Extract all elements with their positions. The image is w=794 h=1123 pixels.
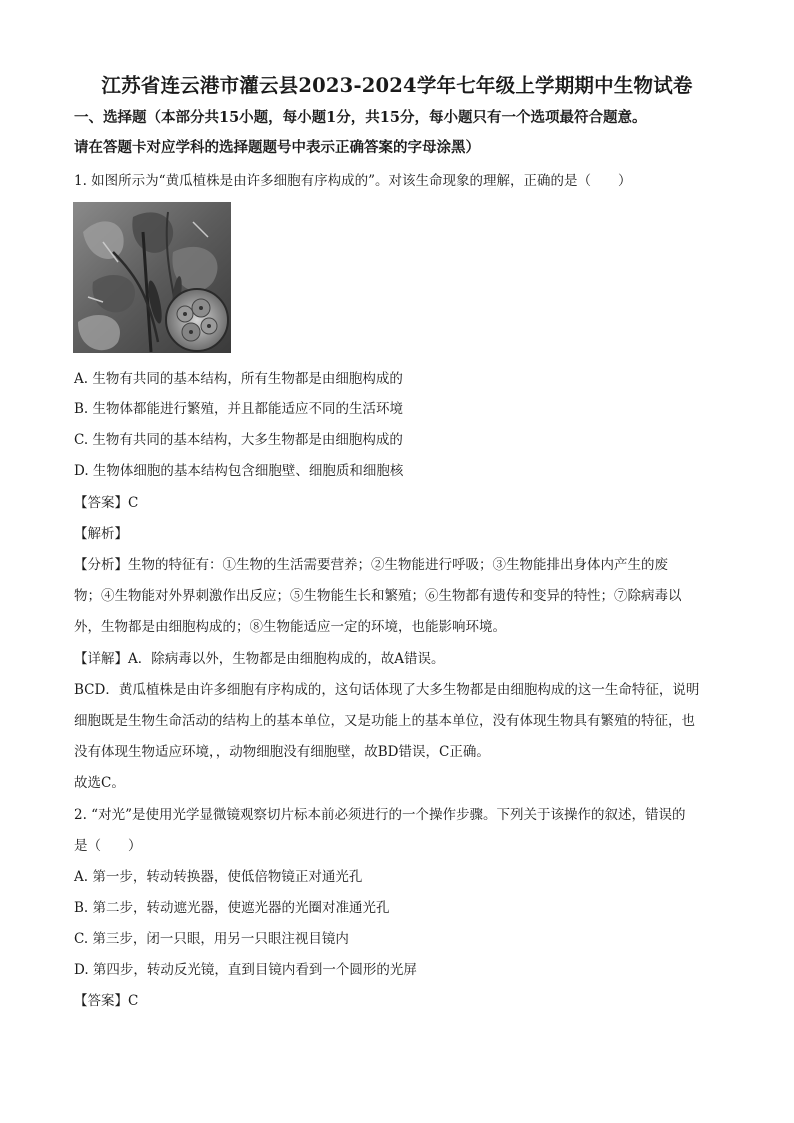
question-1-stem: 1. 如图所示为“黄瓜植株是由许多细胞有序构成的”。对该生命现象的理解，正确的是（ ） [74,173,632,189]
question-1-detail-line-4: 没有体现生物适应环境，，动物细胞没有细胞壁，故BD错误，C正确。 [74,744,490,760]
question-1-analysis-line-1: 【分析】生物的特征有：①生物的生活需要营养；②生物能进行呼吸；③生物能排出身体内产生的废 [74,557,668,573]
question-2-stem-line-1: 2. “对光”是使用光学显微镜观察切片标本前必须进行的一个操作步骤。下列关于该操作的叙述，错误的 [74,807,686,823]
cucumber-plant-image [73,202,231,353]
question-2-stem-line-2: 是（ ） [74,838,142,854]
question-2-option-c: C. 第三步，闭一只眼，用另一只眼注视目镜内 [74,931,349,947]
question-2-option-b: B. 第二步，转动遮光器，使遮光器的光圈对准通光孔 [74,900,390,916]
question-1-conclusion: 故选C。 [74,775,125,791]
question-1-option-a: A. 生物有共同的基本结构，所有生物都是由细胞构成的 [74,371,403,387]
question-1-answer: 【答案】C [74,495,139,511]
question-1-option-b: B. 生物体都能进行繁殖，并且都能适应不同的生活环境 [74,401,404,417]
question-2-answer: 【答案】C [74,993,139,1009]
question-1-detail-line-1: 【详解】A．除病毒以外，生物都是由细胞构成的，故A错误。 [74,651,445,667]
question-2-option-d: D. 第四步，转动反光镜，直到目镜内看到一个圆形的光屏 [74,962,417,978]
question-1-detail-line-3: 细胞既是生物生命活动的结构上的基本单位，又是功能上的基本单位，没有体现生物具有繁殖的特征，也 [74,713,695,729]
question-2-option-a: A. 第一步，转动转换器，使低倍物镜正对通光孔 [74,869,363,885]
question-1-analysis-line-2: 物；④生物能对外界刺激作出反应；⑤生物能生长和繁殖；⑥生物都有遗传和变异的特性；⑦除病毒以 [74,588,682,604]
question-1-detail-line-2: BCD．黄瓜植株是由许多细胞有序构成的，这句话体现了大多生物都是由细胞构成的这一生命特征，说明 [74,682,700,698]
question-1-option-c: C. 生物有共同的基本结构，大多生物都是由细胞构成的 [74,432,403,448]
page-title: 江苏省连云港市灌云县2023-2024学年七年级上学期期中生物试卷 [101,74,693,97]
question-1-option-d: D. 生物体细胞的基本结构包含细胞壁、细胞质和细胞核 [74,463,404,479]
section-heading-line-2: 请在答题卡对应学科的选择题题号中表示正确答案的字母涂黑） [74,139,480,156]
question-1-analysis-line-3: 外，生物都是由细胞构成的；⑧生物能适应一定的环境，也能影响环境。 [74,619,506,635]
section-heading-line-1: 一、选择题（本部分共15小题，每小题1分，共15分，每小题只有一个选项最符合题意。 [74,109,647,126]
cucumber-plant-figure [73,202,231,353]
question-1-explanation-heading: 【解析】 [74,526,128,542]
